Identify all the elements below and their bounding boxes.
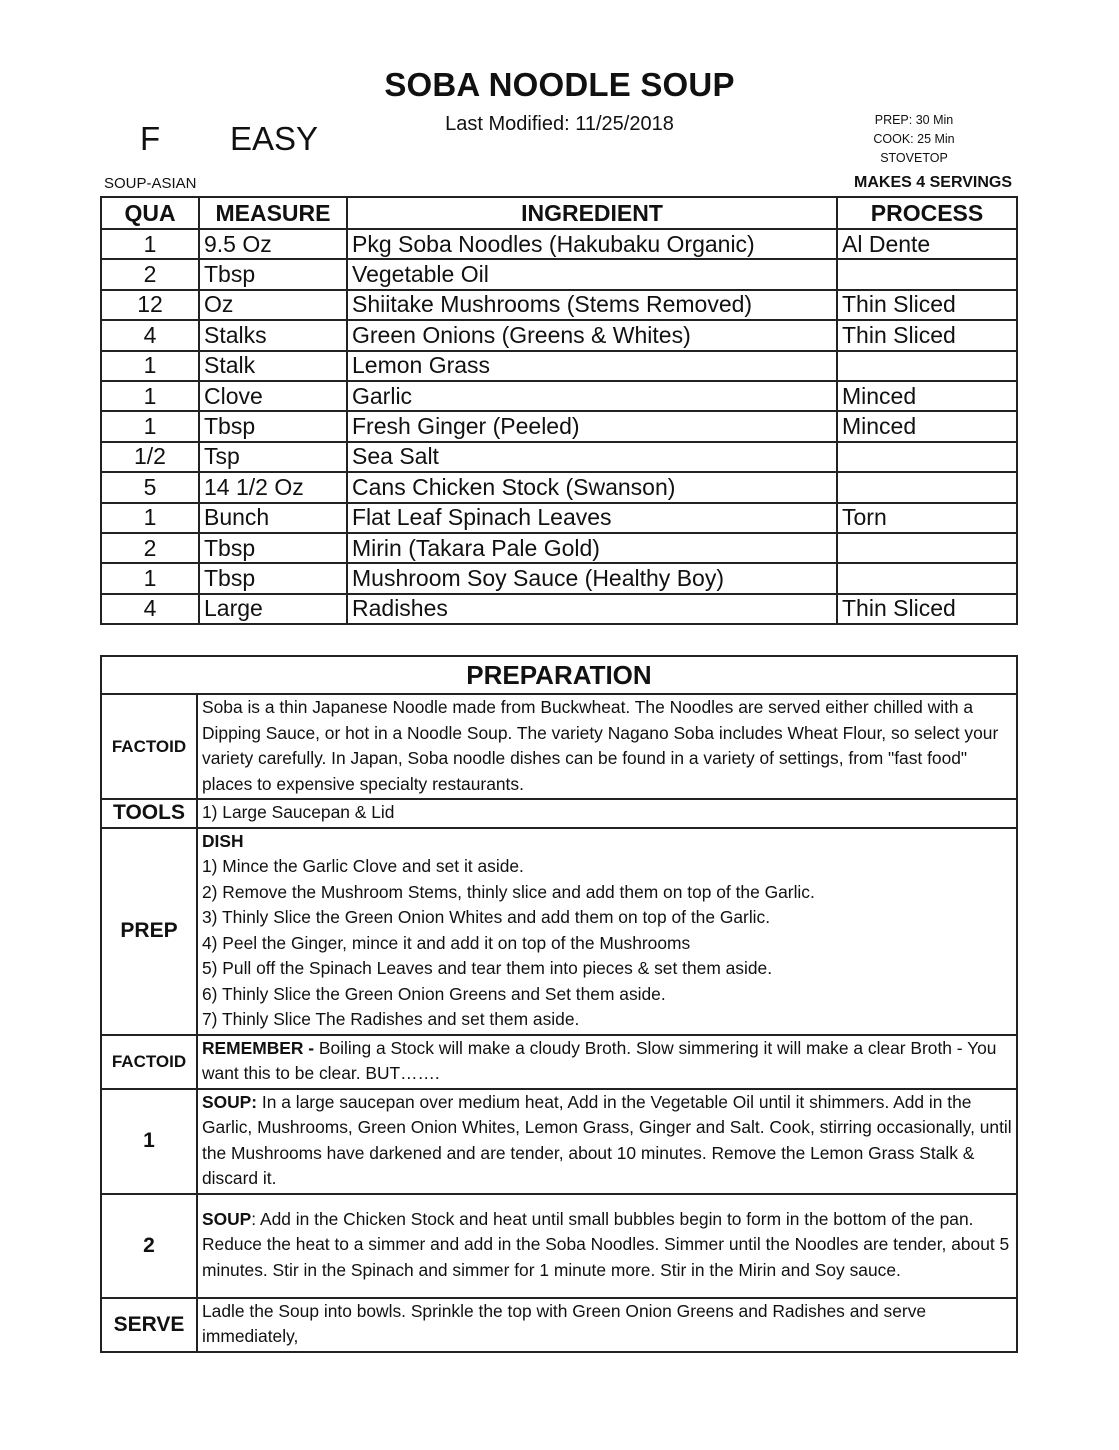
serve-text: Ladle the Soup into bowls. Sprinkle the top with Green Onion Greens and Radishes and serve immediately, [197, 1298, 1017, 1352]
remember-label: REMEMBER - [202, 1037, 315, 1058]
ingredient-name: Mushroom Soy Sauce (Healthy Boy) [347, 563, 837, 593]
ingredient-process [837, 472, 1017, 502]
prep-dish-heading: DISH [202, 830, 244, 851]
ingredient-row [101, 472, 1017, 502]
ingredient-name: Flat Leaf Spinach Leaves [347, 503, 837, 533]
ingredient-name: Pkg Soba Noodles (Hakubaku Organic) [347, 229, 837, 259]
ingredient-process: Thin Sliced [837, 320, 1017, 350]
tools-label: TOOLS [101, 799, 197, 828]
ingredient-qua: 1 [101, 229, 199, 259]
ingredient-qua: 2 [101, 259, 199, 289]
factoid-text: Soba is a thin Japanese Noodle made from Buckwheat. The Noodles are served either chilled with a Dipping Sauce, or hot in a Noodle Soup. The variety Nagano Soba includes Wheat Flour, so select your variety carefully. In Japan, Soba noodle dishes can be found in a variety of settings, from "fast food" places to expensive specialty restaurants. [197, 694, 1017, 799]
ingredient-measure: Clove [199, 381, 347, 411]
remember-text: Boiling a Stock will make a cloudy Broth. Slow simmering it will make a clear Broth - You want this to be clear. BUT……. [202, 1037, 997, 1083]
ingredient-row [101, 381, 1017, 411]
prep-step: 6) Thinly Slice the Green Onion Greens and Set them aside. [202, 983, 666, 1004]
serve-row [101, 1298, 1017, 1352]
ingredient-row [101, 411, 1017, 441]
step-number: 2 [101, 1194, 197, 1298]
step-text [197, 1089, 1017, 1194]
ingredient-qua: 1 [101, 411, 199, 441]
ingredient-measure: Bunch [199, 503, 347, 533]
ingredient-qua: 1 [101, 563, 199, 593]
ingredient-process: Thin Sliced [837, 290, 1017, 320]
ingredients-table [100, 196, 1018, 625]
ingredient-process: Minced [837, 381, 1017, 411]
ingredient-measure: Tbsp [199, 533, 347, 563]
ingredient-process: Al Dente [837, 229, 1017, 259]
ingredient-row [101, 594, 1017, 624]
ingredient-measure: Stalks [199, 320, 347, 350]
preparation-heading: PREPARATION [101, 656, 1017, 694]
step-row [101, 1194, 1017, 1298]
ingredient-name: Green Onions (Greens & Whites) [347, 320, 837, 350]
prep-label: PREP [101, 828, 197, 1035]
prep-row [101, 828, 1017, 1035]
ingredient-process [837, 442, 1017, 472]
ingredient-qua: 1 [101, 381, 199, 411]
tools-row [101, 799, 1017, 828]
header-process: PROCESS [837, 197, 1017, 229]
prep-step: 4) Peel the Ginger, mince it and add it on top of the Mushrooms [202, 932, 691, 953]
ingredient-row [101, 259, 1017, 289]
cooking-method: STOVETOP [880, 151, 948, 165]
prep-step: 3) Thinly Slice the Green Onion Whites and add them on top of the Garlic. [202, 907, 771, 927]
ingredient-row [101, 442, 1017, 472]
ingredient-process [837, 563, 1017, 593]
ingredient-row [101, 351, 1017, 381]
ingredient-process: Thin Sliced [837, 594, 1017, 624]
ingredients-body [101, 229, 1017, 624]
factoid-row [101, 694, 1017, 799]
step-body: : Add in the Chicken Stock and heat until small bubbles begin to form in the bottom of the pan. Reduce the heat to a simmer and add in the Soba Noodles. Simmer until the Noodles are tender, about 5 minutes. Stir in the Spinach and simmer for 1 minute more. Stir in the Mirin and Soy sauce. [202, 1208, 1010, 1280]
ingredient-name: Fresh Ginger (Peeled) [347, 411, 837, 441]
factoid-row [101, 1035, 1017, 1089]
ingredient-row [101, 533, 1017, 563]
prep-step: 7) Thinly Slice The Radishes and set them aside. [202, 1009, 580, 1029]
step-heading: SOUP [202, 1208, 252, 1229]
servings: MAKES 4 SERVINGS [854, 174, 1012, 191]
ingredient-name: Mirin (Takara Pale Gold) [347, 533, 837, 563]
ingredient-process [837, 351, 1017, 381]
step-number: 1 [101, 1089, 197, 1194]
step-row [101, 1089, 1017, 1194]
header-ingredient: INGREDIENT [347, 197, 837, 229]
ingredient-name: Sea Salt [347, 442, 837, 472]
tools-text: 1) Large Saucepan & Lid [197, 799, 1017, 828]
step-body: In a large saucepan over medium heat, Add in the Vegetable Oil until it shimmers. Add in the Garlic, Mushrooms, Green Onion Whites, Lemon Grass, Ginger and Salt. Cook, stirring occasionally, until the Mushrooms have darkened and are tender, about 10 minutes. Remove the Lemon Grass Stalk & discard it. [202, 1091, 1012, 1188]
ingredient-measure: Oz [199, 290, 347, 320]
prep-step: 2) Remove the Mushroom Stems, thinly slice and add them on top of the Garlic. [202, 881, 815, 902]
ingredient-name: Lemon Grass [347, 351, 837, 381]
factoid-label: FACTOID [101, 1035, 197, 1089]
ingredient-measure: Tbsp [199, 411, 347, 441]
ingredient-process: Torn [837, 503, 1017, 533]
ingredient-qua: 1/2 [101, 442, 199, 472]
ingredient-row [101, 503, 1017, 533]
ingredient-measure: 9.5 Oz [199, 229, 347, 259]
prep-step: 1) Mince the Garlic Clove and set it aside. [202, 856, 524, 876]
prep-time: PREP: 30 Min [874, 113, 954, 127]
ingredient-name: Cans Chicken Stock (Swanson) [347, 472, 837, 502]
ingredient-qua: 1 [101, 351, 199, 381]
ingredient-name: Shiitake Mushrooms (Stems Removed) [347, 290, 837, 320]
factoid-label: FACTOID [101, 694, 197, 799]
ingredient-qua: 1 [101, 503, 199, 533]
ingredient-row [101, 563, 1017, 593]
ingredient-qua: 4 [101, 594, 199, 624]
ingredient-measure: Stalk [199, 351, 347, 381]
ingredients-header-row [101, 197, 1017, 229]
step-text [197, 1194, 1017, 1298]
difficulty-label: EASY [230, 120, 319, 157]
ingredient-process [837, 533, 1017, 563]
header-measure: MEASURE [199, 197, 347, 229]
serve-label: SERVE [101, 1298, 197, 1352]
step-heading: SOUP: [202, 1091, 258, 1112]
ingredient-qua: 4 [101, 320, 199, 350]
ingredient-process: Minced [837, 411, 1017, 441]
recipe-letter: F [140, 120, 161, 157]
ingredient-row [101, 290, 1017, 320]
recipe-category: SOUP-ASIAN [104, 175, 197, 192]
ingredient-qua: 5 [101, 472, 199, 502]
cook-time: COOK: 25 Min [873, 132, 955, 146]
last-modified: Last Modified: 11/25/2018 [445, 113, 674, 135]
ingredient-measure: Tbsp [199, 259, 347, 289]
ingredient-process [837, 259, 1017, 289]
preparation-table [100, 655, 1018, 1353]
header-qua: QUA [101, 197, 199, 229]
ingredient-row [101, 320, 1017, 350]
ingredient-measure: Tsp [199, 442, 347, 472]
prep-steps [197, 828, 1017, 1035]
ingredient-qua: 2 [101, 533, 199, 563]
ingredient-qua: 12 [101, 290, 199, 320]
ingredient-measure: Large [199, 594, 347, 624]
ingredient-name: Radishes [347, 594, 837, 624]
ingredient-measure: 14 1/2 Oz [199, 472, 347, 502]
recipe-title: SOBA NOODLE SOUP [384, 66, 735, 103]
prep-step: 5) Pull off the Spinach Leaves and tear them into pieces & set them aside. [202, 958, 773, 978]
ingredient-row [101, 229, 1017, 259]
ingredient-name: Vegetable Oil [347, 259, 837, 289]
factoid-text [197, 1035, 1017, 1089]
ingredient-name: Garlic [347, 381, 837, 411]
ingredient-measure: Tbsp [199, 563, 347, 593]
